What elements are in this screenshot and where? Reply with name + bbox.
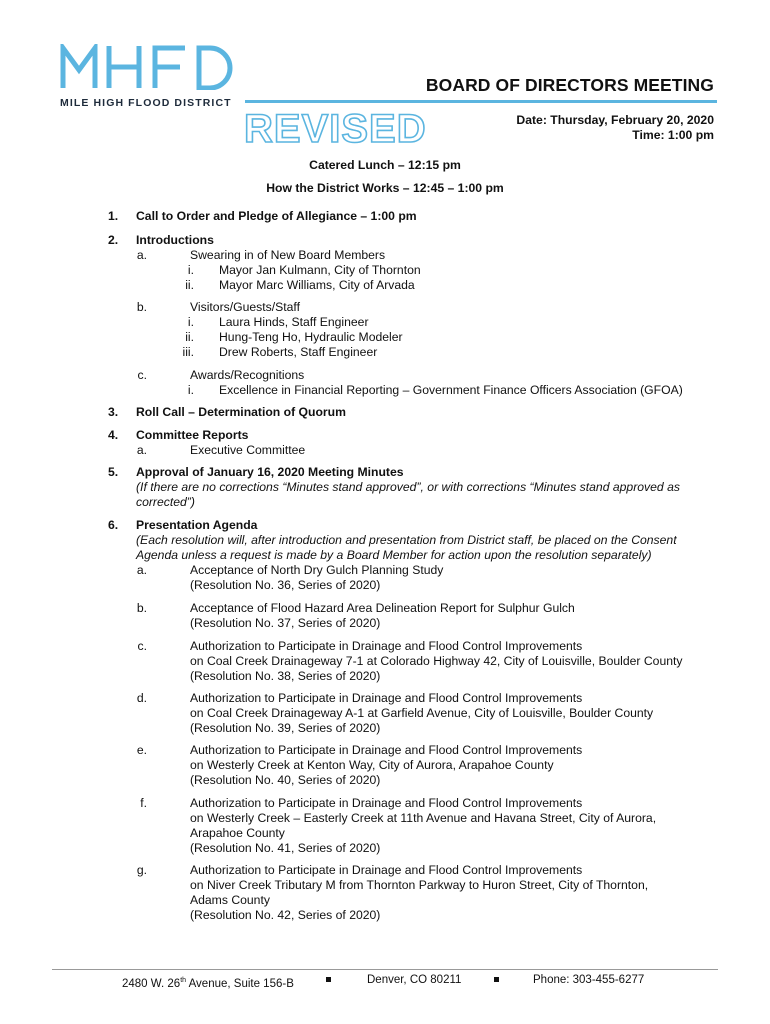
resolution-line: Arapahoe County	[190, 826, 285, 840]
resolution-line: (Resolution No. 40, Series of 2020)	[190, 773, 381, 787]
item-heading: Approval of January 16, 2020 Meeting Minutes	[136, 465, 404, 479]
resolution-line: on Coal Creek Drainageway 7-1 at Colorado Highway 42, City of Louisville, Boulder County	[190, 654, 683, 668]
resolution-line: on Westerly Creek – Easterly Creek at 11th Avenue and Havana Street, City of Aurora,	[190, 811, 657, 825]
roman-numeral: i.	[187, 315, 194, 329]
sub-letter: a.	[136, 248, 147, 262]
item-heading: Roll Call – Determination of Quorum	[136, 405, 346, 419]
roman-numeral: i.	[187, 263, 194, 277]
sub-letter: b.	[136, 601, 147, 615]
resolution-line: (Resolution No. 39, Series of 2020)	[190, 721, 381, 735]
sub-item-text: Excellence in Financial Reporting – Government Finance Officers Association (GFOA)	[219, 383, 683, 397]
footer-phone: Phone: 303-455-6277	[533, 974, 645, 986]
sub-letter: c.	[137, 639, 147, 653]
resolution-line: on Westerly Creek at Kenton Way, City of Aurora, Arapahoe County	[190, 758, 554, 772]
sub-letter: c.	[137, 368, 147, 382]
item-note: (If there are no corrections “Minutes stand approved”, or with corrections “Minutes stand approved as	[136, 480, 680, 494]
how-district-works: How the District Works – 12:45 – 1:00 pm	[266, 181, 504, 195]
sub-text: Executive Committee	[190, 443, 306, 457]
meeting-date: Date: Thursday, February 20, 2020	[516, 113, 714, 127]
resolution-line: on Niver Creek Tributary M from Thornton Parkway to Huron Street, City of Thornton,	[190, 878, 649, 892]
sub-letter: a.	[136, 443, 147, 457]
resolution-line: Acceptance of North Dry Gulch Planning Study	[190, 563, 444, 577]
mhfd-logo	[60, 44, 236, 90]
footer-city: Denver, CO 80211	[367, 974, 462, 986]
address-street: 2480 W. 26	[122, 977, 181, 990]
sub-item-text: Hung-Teng Ho, Hydraulic Modeler	[219, 330, 403, 344]
sub-letter: e.	[136, 743, 147, 757]
resolution-line: (Resolution No. 38, Series of 2020)	[190, 669, 381, 683]
item-note: Agenda unless a request is made by a Board Member for action upon the resolution separately)	[136, 548, 652, 562]
address-suffix: th	[180, 977, 187, 984]
sub-letter: a.	[136, 563, 147, 577]
resolution-line: Authorization to Participate in Drainage and Flood Control Improvements	[190, 691, 583, 705]
page-title: BOARD OF DIRECTORS MEETING	[425, 75, 714, 95]
resolution-line: Adams County	[190, 893, 270, 907]
item-number: 3.	[108, 405, 119, 419]
resolution-line: (Resolution No. 36, Series of 2020)	[190, 578, 381, 592]
item-heading: Call to Order and Pledge of Allegiance – 1:00 pm	[136, 209, 417, 223]
sub-text: Swearing in of New Board Members	[190, 248, 386, 262]
address-suite: Avenue, Suite 156-B	[186, 977, 294, 990]
sub-item-text: Drew Roberts, Staff Engineer	[219, 345, 378, 359]
sub-item-text: Mayor Jan Kulmann, City of Thornton	[219, 263, 421, 277]
resolution-line: Authorization to Participate in Drainage and Flood Control Improvements	[190, 863, 583, 877]
sub-item-text: Laura Hinds, Staff Engineer	[219, 315, 369, 329]
roman-numeral: ii.	[185, 278, 194, 292]
sub-letter: d.	[136, 691, 147, 705]
roman-numeral: iii.	[182, 345, 194, 359]
item-number: 2.	[108, 233, 119, 247]
logo-subtitle: MILE HIGH FLOOD DISTRICT	[60, 97, 232, 109]
footer-bullet	[326, 977, 331, 982]
resolution-line: on Coal Creek Drainageway A-1 at Garfield Avenue, City of Louisville, Boulder County	[190, 706, 654, 720]
item-number: 5.	[108, 465, 119, 479]
catered-lunch: Catered Lunch – 12:15 pm	[309, 158, 461, 172]
item-heading: Committee Reports	[136, 428, 249, 442]
item-number: 6.	[108, 518, 119, 532]
item-note: (Each resolution will, after introduction and presentation from District staff, be placed on the Consent	[136, 533, 677, 547]
item-number: 4.	[108, 428, 119, 442]
resolution-line: (Resolution No. 41, Series of 2020)	[190, 841, 381, 855]
sub-text: Visitors/Guests/Staff	[190, 300, 300, 314]
sub-letter: g.	[136, 863, 147, 877]
footer-address	[122, 973, 294, 992]
sub-text: Awards/Recognitions	[190, 368, 305, 382]
revised-stamp: REVISED	[244, 107, 427, 151]
sub-letter: b.	[136, 300, 147, 314]
roman-numeral: i.	[187, 383, 194, 397]
resolution-line: (Resolution No. 42, Series of 2020)	[190, 908, 381, 922]
sub-item-text: Mayor Marc Williams, City of Arvada	[219, 278, 415, 292]
item-heading: Introductions	[136, 233, 214, 247]
resolution-line: Authorization to Participate in Drainage and Flood Control Improvements	[190, 639, 583, 653]
resolution-line: Authorization to Participate in Drainage and Flood Control Improvements	[190, 796, 583, 810]
resolution-line: Authorization to Participate in Drainage and Flood Control Improvements	[190, 743, 583, 757]
header-rule	[245, 100, 717, 103]
footer-bullet	[494, 977, 499, 982]
resolution-line: Acceptance of Flood Hazard Area Delineation Report for Sulphur Gulch	[190, 601, 575, 615]
roman-numeral: ii.	[185, 330, 194, 344]
item-heading: Presentation Agenda	[136, 518, 258, 532]
resolution-line: (Resolution No. 37, Series of 2020)	[190, 616, 381, 630]
footer-rule	[52, 969, 718, 970]
item-number: 1.	[108, 209, 119, 223]
meeting-time: Time: 1:00 pm	[632, 128, 714, 142]
item-note: corrected”)	[136, 495, 195, 509]
sub-letter: f.	[140, 796, 147, 810]
